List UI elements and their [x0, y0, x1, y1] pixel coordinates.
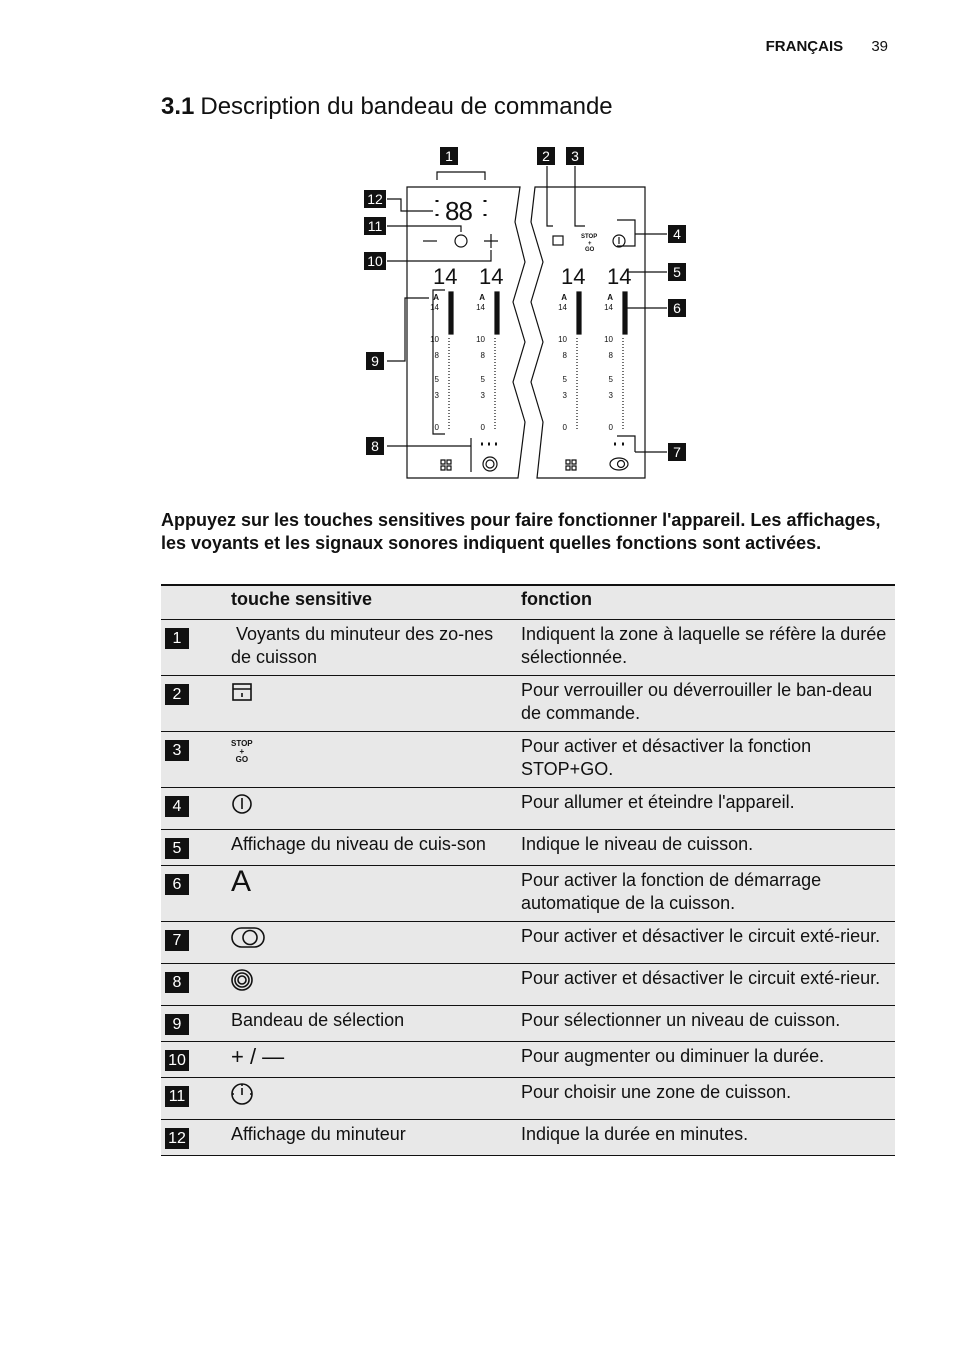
callout-label-7: 7 [673, 444, 681, 460]
function-cell: Indique la durée en minutes. [521, 1120, 895, 1156]
callout-7 [668, 443, 686, 461]
level-display-2: 14 [479, 264, 504, 289]
table-row [161, 922, 895, 964]
row-number-badge: 3 [165, 740, 189, 761]
row-number-cell [161, 964, 231, 1006]
oval-circuit-icon [231, 925, 267, 957]
leader-2 [547, 166, 553, 226]
section-title-text: Description du bandeau de commande [200, 93, 613, 120]
callout-label-3: 3 [571, 148, 579, 164]
table-row [161, 964, 895, 1006]
timer-select-icon [231, 1081, 267, 1113]
slider-2-tick-t10: 10 [476, 335, 485, 344]
language-label: FRANÇAIS [765, 38, 844, 55]
row-number-cell [161, 620, 231, 676]
leader-1 [437, 172, 485, 180]
slider-bar-1 [449, 292, 453, 334]
touch-cell [231, 1042, 521, 1078]
slider-1-tick-t10: 10 [430, 335, 439, 344]
header-touch: touche sensitive [231, 585, 521, 620]
stop-go-plus-text: + [239, 747, 245, 756]
touch-cell [231, 866, 521, 922]
section-number: 3.1 [161, 93, 195, 120]
row-number-cell [161, 830, 231, 866]
slider-1-tick-t8: 8 [434, 351, 439, 360]
slider-2-tick-t5: 5 [480, 375, 485, 384]
touch-label: Bandeau de sélection [231, 1010, 405, 1030]
leader-9 [387, 298, 429, 361]
panel-left-outline [407, 187, 525, 478]
stop-go-go-text: GO [235, 755, 249, 764]
plus-label: + [588, 241, 592, 247]
slider-1-tick-auto: A [433, 293, 439, 302]
lock-icon [553, 236, 563, 245]
intro-text: Appuyez sur les touches sensitives pour faire fonctionner l'appareil. Les affichages, les voyants et les signaux sonores indiquent quelles fonctions sont activées. [161, 510, 881, 553]
row-number-badge: 9 [165, 1014, 189, 1035]
callout-11 [364, 217, 386, 235]
slider-4-tick-t0: 0 [608, 423, 613, 432]
callout-12 [364, 190, 386, 208]
zone-icon-left [441, 460, 451, 470]
slider-2-tick-t8: 8 [480, 351, 485, 360]
table-header-row [161, 585, 895, 620]
leader-10 [387, 250, 491, 261]
callout-4 [668, 225, 686, 243]
function-cell: Pour activer la fonction de démarrage automatique de la cuisson. [521, 866, 895, 922]
touch-cell [231, 788, 521, 830]
callout-1 [440, 147, 458, 165]
table-row [161, 620, 895, 676]
zone-icon-right [566, 460, 576, 470]
slider-4-tick-t8: 8 [608, 351, 613, 360]
concentric-circuit-icon [231, 967, 267, 999]
plus-minus-icon: + / — [231, 1044, 285, 1069]
touch-cell [231, 620, 521, 676]
function-cell: Indique le niveau de cuisson. [521, 830, 895, 866]
leader-11 [387, 226, 461, 232]
callout-3 [566, 147, 584, 165]
header-number [161, 585, 231, 620]
row-number-badge: 11 [165, 1086, 189, 1107]
control-panel-diagram [355, 142, 695, 487]
touch-cell [231, 732, 521, 788]
slider-2-tick-t3: 3 [480, 391, 485, 400]
touch-cell [231, 830, 521, 866]
lock-icon [231, 679, 267, 711]
concentric-circuit-icon-inner [486, 460, 494, 468]
callout-label-6: 6 [673, 300, 681, 316]
function-cell: Pour augmenter ou diminuer la durée. [521, 1042, 895, 1078]
leader-8 [387, 438, 471, 472]
section-title [161, 93, 613, 121]
slider-4-tick-auto: A [607, 293, 613, 302]
slider-4-tick-t3: 3 [608, 391, 613, 400]
row-number-badge: 2 [165, 684, 189, 705]
function-cell: Pour choisir une zone de cuisson. [521, 1078, 895, 1120]
callout-label-11: 11 [367, 218, 383, 234]
stop-label: STOP [581, 234, 598, 240]
callout-8 [366, 437, 384, 455]
header-function: fonction [521, 585, 895, 620]
callout-5 [668, 263, 686, 281]
touch-cell [231, 922, 521, 964]
table-row [161, 866, 895, 922]
row-number-cell [161, 1042, 231, 1078]
touch-cell [231, 964, 521, 1006]
slider-1-tick-t14: 14 [430, 303, 439, 312]
slider-1-tick-t3: 3 [434, 391, 439, 400]
timer-display-digits: 88 [445, 196, 472, 226]
row-number-cell [161, 676, 231, 732]
callout-label-9: 9 [371, 353, 379, 369]
callout-9 [366, 352, 384, 370]
oval-circuit-icon-dot [618, 461, 625, 468]
row-number-badge: 1 [165, 628, 189, 649]
page-header [766, 38, 888, 55]
function-cell: Pour activer et désactiver le circuit exté-rieur. [521, 964, 895, 1006]
oval-circuit-icon [610, 458, 628, 470]
auto-letter-icon: A [231, 865, 252, 898]
slider-3-tick-t3: 3 [562, 391, 567, 400]
row-number-cell [161, 1006, 231, 1042]
table-row [161, 732, 895, 788]
slider-2-tick-t0: 0 [480, 423, 485, 432]
function-cell: Pour verrouiller ou déverrouiller le ban-deau de commande. [521, 676, 895, 732]
level-display-4: 14 [607, 264, 632, 289]
slider-bar-4 [623, 292, 627, 334]
callout-label-2: 2 [542, 148, 550, 164]
touch-cell [231, 676, 521, 732]
slider-2-tick-t14: 14 [476, 303, 485, 312]
plus-icon [484, 234, 498, 248]
slider-3-tick-auto: A [561, 293, 567, 302]
slider-4-tick-t5: 5 [608, 375, 613, 384]
row-number-badge: 8 [165, 972, 189, 993]
slider-3-tick-t5: 5 [562, 375, 567, 384]
table-row [161, 1120, 895, 1156]
callout-label-4: 4 [673, 226, 681, 242]
function-cell: Pour sélectionner un niveau de cuisson. [521, 1006, 895, 1042]
table-row [161, 830, 895, 866]
slider-1-tick-t5: 5 [434, 375, 439, 384]
callout-10 [364, 252, 386, 270]
row-number-cell [161, 788, 231, 830]
leader-12 [387, 199, 433, 211]
concentric-circuit-icon-outer [483, 457, 497, 471]
leader-7 [617, 436, 667, 452]
touch-label: Voyants du minuteur des zo-nes de cuisson [231, 624, 499, 667]
row-number-cell [161, 1120, 231, 1156]
callout-label-8: 8 [371, 438, 379, 454]
table-row [161, 1006, 895, 1042]
callout-2 [537, 147, 555, 165]
stop-go-stop-text: STOP [231, 739, 253, 748]
function-cell: Indiquent la zone à laquelle se réfère la durée sélectionnée. [521, 620, 895, 676]
table-row [161, 788, 895, 830]
function-cell: Pour activer et désactiver le circuit exté-rieur. [521, 922, 895, 964]
row-number-badge: 4 [165, 796, 189, 817]
panel-right-outline [531, 187, 645, 478]
touch-cell [231, 1006, 521, 1042]
slider-3-tick-t14: 14 [558, 303, 567, 312]
slider-1-tick-t0: 0 [434, 423, 439, 432]
touch-cell [231, 1120, 521, 1156]
row-number-cell [161, 1078, 231, 1120]
row-number-badge: 6 [165, 874, 189, 895]
go-label: GO [585, 247, 595, 253]
function-cell: Pour allumer et éteindre l'appareil. [521, 788, 895, 830]
power-icon [231, 791, 267, 823]
table-row [161, 1042, 895, 1078]
row-number-cell [161, 732, 231, 788]
slider-4-tick-t10: 10 [604, 335, 613, 344]
page-number: 39 [871, 38, 888, 55]
touch-label: Affichage du minuteur [231, 1124, 406, 1144]
touch-cell [231, 1078, 521, 1120]
slider-3-tick-t8: 8 [562, 351, 567, 360]
row-number-badge: 5 [165, 838, 189, 859]
row-number-cell [161, 922, 231, 964]
slider-3-tick-t10: 10 [558, 335, 567, 344]
reference-table [161, 584, 895, 1156]
table-row [161, 676, 895, 732]
stop-go-icon [231, 740, 253, 764]
callout-label-1: 1 [445, 148, 453, 164]
level-display-1: 14 [433, 264, 458, 289]
callout-label-12: 12 [367, 191, 383, 207]
callout-label-10: 10 [367, 253, 383, 269]
table-row [161, 1078, 895, 1120]
slider-bar-3 [577, 292, 581, 334]
level-display-3: 14 [561, 264, 586, 289]
touch-label: Affichage du niveau de cuis-son [231, 834, 486, 854]
timer-icon [455, 235, 467, 247]
row-number-badge: 7 [165, 930, 189, 951]
row-number-cell [161, 866, 231, 922]
leader-3 [575, 166, 585, 226]
callout-label-5: 5 [673, 264, 681, 280]
row-number-badge: 10 [165, 1050, 189, 1071]
row-number-badge: 12 [165, 1128, 189, 1149]
callout-6 [668, 299, 686, 317]
slider-4-tick-t14: 14 [604, 303, 613, 312]
function-cell: Pour activer et désactiver la fonction STOP+GO. [521, 732, 895, 788]
slider-bar-2 [495, 292, 499, 334]
slider-2-tick-auto: A [479, 293, 485, 302]
slider-3-tick-t0: 0 [562, 423, 567, 432]
